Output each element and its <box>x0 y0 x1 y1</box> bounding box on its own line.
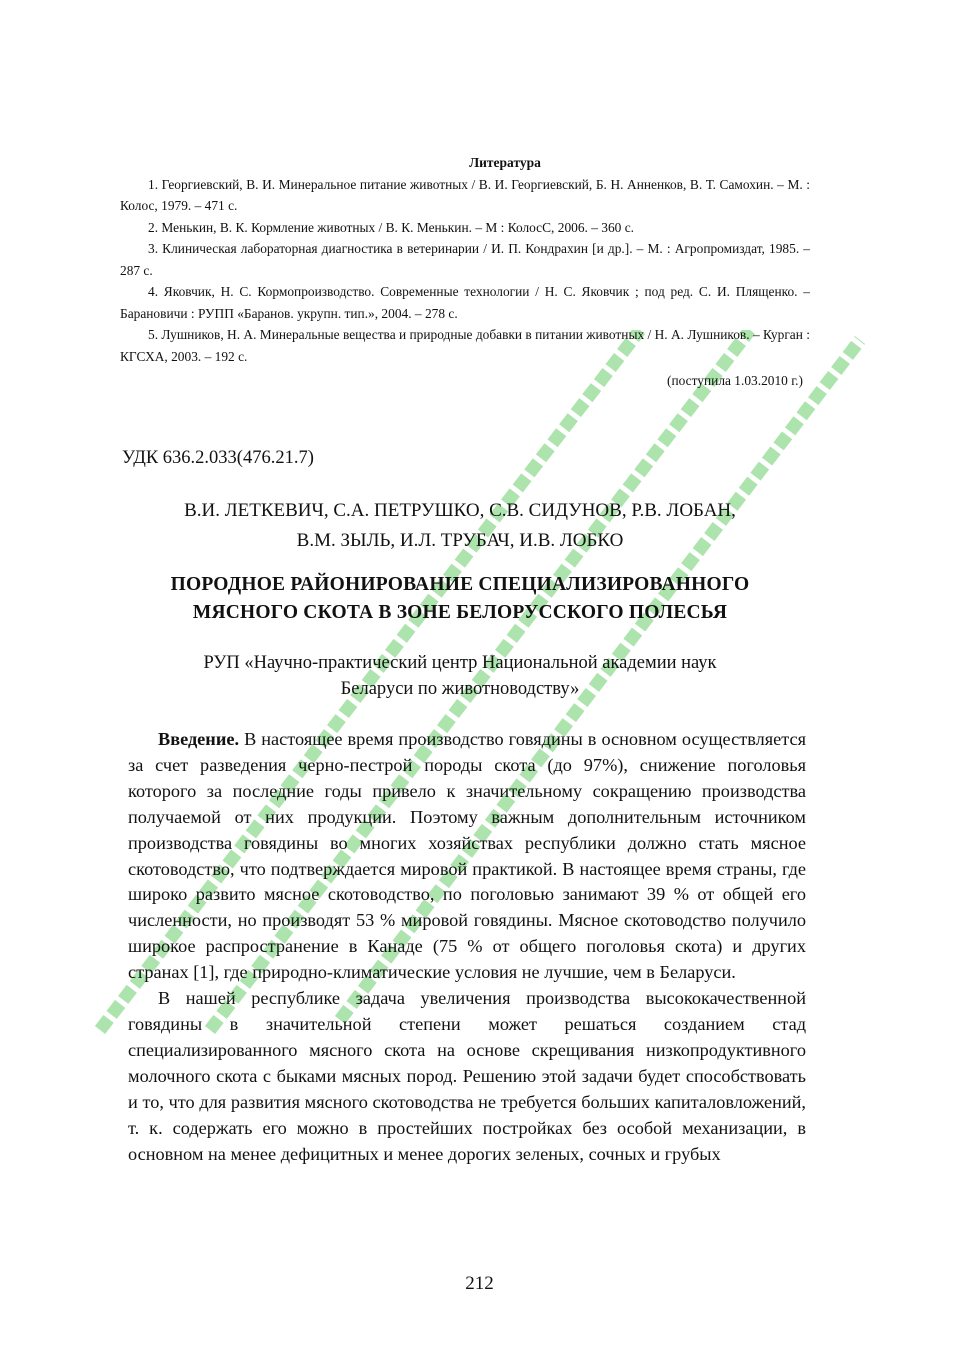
udk-code: УДК 636.2.033(476.21.7) <box>122 448 314 468</box>
article-title <box>110 571 810 627</box>
affiliation <box>110 650 810 702</box>
reference-item: 2. Менькин, В. К. Кормление животных / В. К. Менькин. – М : КолосС, 2006. – 360 с. <box>148 219 634 235</box>
page-number: 212 <box>465 1273 494 1294</box>
article-body <box>128 727 806 1167</box>
received-date: (поступила 1.03.2010 г.) <box>667 373 803 388</box>
reference-item: 3. Клиническая лабораторная диагностика в ветеринарии / И. П. Кондрахин [и др.]. – М. : Агропромиздат, 1985. – 287 с. <box>120 241 810 278</box>
affiliation-line: Беларуси по животноводству» <box>340 679 580 699</box>
paragraph-text: В настоящее время производство говядины в основном осуществляется за счет разведения черно-пестрой породы скота (до 97%), снижение поголовья которого за последние годы привело к значительному сокращению производства получаемой от них продукции. Поэтому важным дополнительным источником производства говядины во многих хозяйствах республики должно стать мясное скотоводство, что подтверждается мировой практикой. В настоящее время страны, где широко развито мясное скотоводство, по поголовью занимают 39 % от общей его численности, но производят 53 % мировой говядины. Мясное скотоводство получило широкое распространение в Канаде (75 % от общего поголовья скота) и других странах [1], где природно-климатические условия не лучшие, чем в Беларуси. <box>128 729 806 983</box>
reference-item: 1. Георгиевский, В. И. Минеральное питание животных / В. И. Георгиевский, Б. Н. Анненков, В. Т. Самохин. – М. : Колос, 1979. – 471 с. <box>120 176 810 213</box>
title-line: МЯСНОГО СКОТА В ЗОНЕ БЕЛОРУССКОГО ПОЛЕСЬЯ <box>192 602 728 623</box>
reference-item: 5. Лушников, Н. А. Минеральные вещества и природные добавки в питании животных / Н. А. Лушников. – Курган : КГСХА, 2003. – 192 с. <box>120 327 810 364</box>
authors-line: В.И. ЛЕТКЕВИЧ, С.А. ПЕТРУШКО, С.В. СИДУНОВ, Р.В. ЛОБАН, <box>184 500 736 521</box>
references-heading: Литература <box>469 155 541 170</box>
paragraph-intro <box>128 727 806 986</box>
affiliation-line: РУП «Научно-практический центр Национальной академии наук <box>203 653 717 673</box>
title-line: ПОРОДНОЕ РАЙОНИРОВАНИЕ СПЕЦИАЛИЗИРОВАННОГО <box>170 574 750 595</box>
references-section <box>120 152 810 367</box>
reference-item: 4. Яковчик, Н. С. Кормопроизводство. Современные технологии / Н. С. Яковчик ; под ред. С. И. Плященко. – Барановичи : РУПП «Баранов. укрупн. тип.», 2004. – 278 с. <box>120 284 810 321</box>
authors <box>110 496 810 556</box>
paragraph: В нашей республике задача увеличения производства высококачественной говядины в значительной степени может решаться созданием стад специализированного мясного скота на основе скрещивания низкопродуктивного молочного скота с быками мясных пород. Решению этой задачи будет способствовать и то, что для развития мясного скотоводства не требуется больших капиталовложений, т. к. содержать его можно в простейших постройках без особой механизации, в основном на менее дефицитных и менее дорогих зеленых, сочных и грубых <box>128 988 806 1164</box>
authors-line: В.М. ЗЫЛЬ, И.Л. ТРУБАЧ, И.В. ЛОБКО <box>296 530 624 551</box>
intro-label: Введение. <box>158 729 240 749</box>
